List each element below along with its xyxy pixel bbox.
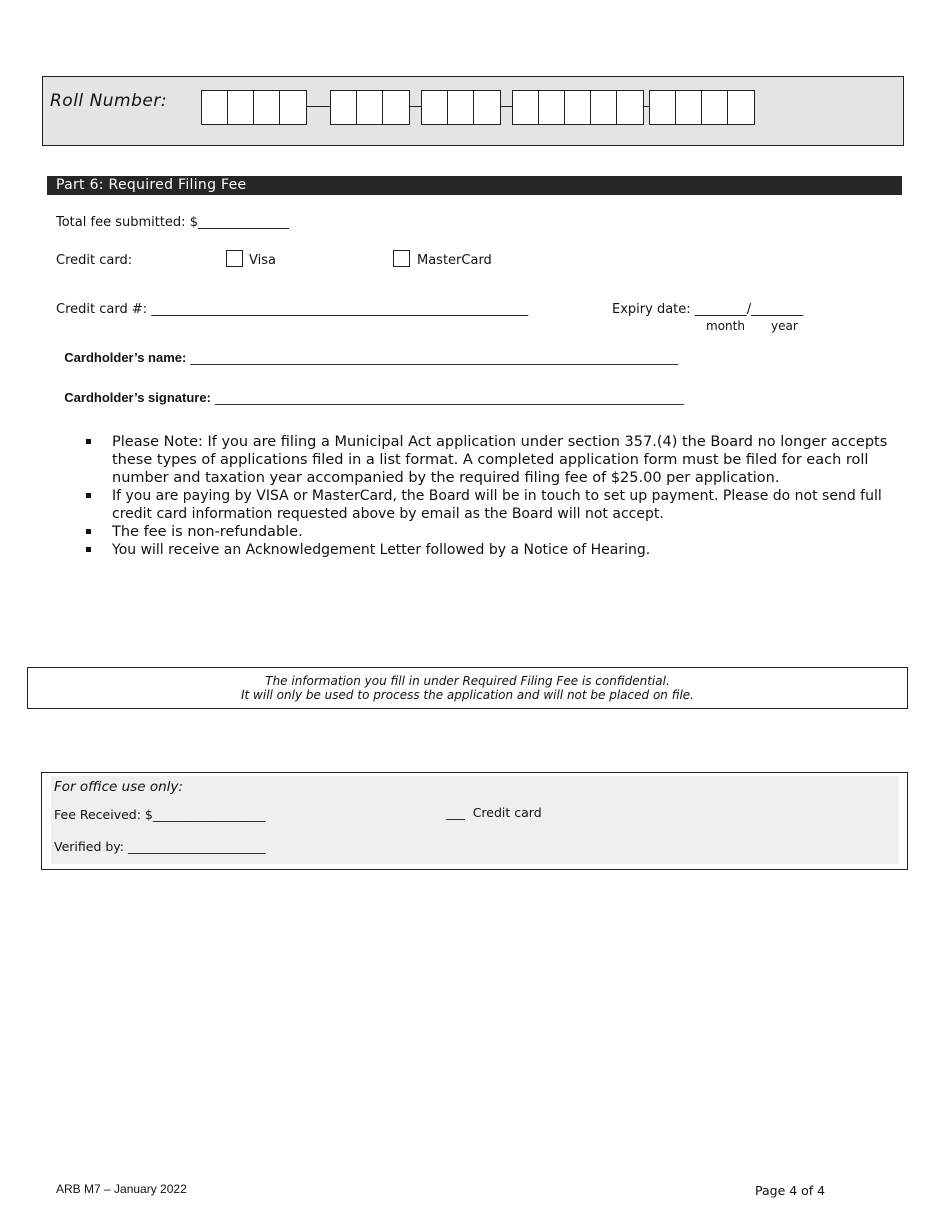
visa-checkbox[interactable] [226, 250, 243, 267]
roll-number-separator [307, 106, 330, 107]
cardholder-signature-line: ___________________________________________________________________________ [210, 390, 684, 405]
verified-by-field[interactable]: Verified by: ______________________ [54, 839, 266, 854]
cardholder-name-field[interactable] [56, 335, 678, 366]
roll-number-group [330, 90, 410, 125]
mastercard-checkbox[interactable] [393, 250, 410, 267]
roll-number-digit-cell[interactable] [702, 91, 728, 124]
roll-number-group [201, 90, 307, 125]
roll-number-digit-cell[interactable] [728, 91, 754, 124]
roll-number-group [512, 90, 644, 125]
office-use-title: For office use only: [54, 779, 183, 795]
note-item: Please Note: If you are filing a Municipal Act application under section 357.(4) the Board no longer accepts these types of applications filed in a list format. A completed application form must be filed for each roll number and taxation year accompanied by the required filing fee of $25.00 per application. [84, 433, 904, 487]
total-fee-field[interactable]: Total fee submitted: $______________ [56, 215, 289, 230]
note-item: If you are paying by VISA or MasterCard, the Board will be in touch to set up payment. Please do not send full credit card information requested above by email as the Board will not accept. [84, 487, 904, 523]
roll-number-digit-cell[interactable] [474, 91, 500, 124]
confidential-notice [27, 667, 908, 709]
roll-number-digit-cell[interactable] [650, 91, 676, 124]
roll-number-digit-cell[interactable] [565, 91, 591, 124]
roll-number-label: Roll Number: [50, 91, 168, 111]
roll-number-group [421, 90, 501, 125]
roll-number-digit-cell[interactable] [539, 91, 565, 124]
roll-number-separator [501, 106, 512, 107]
confidential-line-2: It will only be used to process the application and will not be placed on file. [240, 688, 694, 702]
roll-number-digit-cell[interactable] [448, 91, 474, 124]
roll-number-digit-cell[interactable] [357, 91, 383, 124]
roll-number-digit-cell[interactable] [383, 91, 409, 124]
office-credit-card-field[interactable]: ___ Credit card [446, 805, 542, 820]
form-id: ARB M7 – January 2022 [56, 1182, 187, 1196]
note-item: You will receive an Acknowledgement Letter followed by a Notice of Hearing. [84, 541, 904, 559]
roll-number-separator [410, 106, 421, 107]
roll-number-digit-cell[interactable] [228, 91, 254, 124]
month-label: month [706, 319, 745, 333]
roll-number-digit-cell[interactable] [617, 91, 643, 124]
note-item: The fee is non-refundable. [84, 523, 904, 541]
visa-label: Visa [249, 253, 276, 268]
roll-number-digit-cell[interactable] [591, 91, 617, 124]
notes-list [84, 433, 904, 559]
cardholder-signature-field[interactable] [56, 375, 684, 406]
year-label: year [771, 319, 798, 333]
roll-number-digit-cell[interactable] [513, 91, 539, 124]
mastercard-label: MasterCard [417, 253, 492, 268]
fee-received-field[interactable]: Fee Received: $__________________ [54, 807, 266, 822]
cardholder-name-label: Cardholder’s name: [64, 350, 187, 365]
credit-card-number-field[interactable]: Credit card #: __________________________________________________________ [56, 302, 529, 317]
cardholder-signature-label: Cardholder’s signature: [64, 390, 211, 405]
roll-number-digit-cell[interactable] [676, 91, 702, 124]
expiry-date-field[interactable]: Expiry date: ________/________ [612, 302, 804, 317]
page-number: Page 4 of 4 [755, 1183, 826, 1198]
roll-number-digit-cell[interactable] [202, 91, 228, 124]
roll-number-group [649, 90, 755, 125]
part-6-header: Part 6: Required Filing Fee [47, 176, 902, 195]
roll-number-digit-cell[interactable] [254, 91, 280, 124]
roll-number-digit-cell[interactable] [280, 91, 306, 124]
roll-number-digit-cell[interactable] [422, 91, 448, 124]
confidential-line-1: The information you fill in under Required Filing Fee is confidential. [265, 674, 670, 688]
cardholder-name-line: ______________________________________________________________________________ [186, 350, 678, 365]
credit-card-label: Credit card: [56, 253, 133, 268]
roll-number-digit-cell[interactable] [331, 91, 357, 124]
